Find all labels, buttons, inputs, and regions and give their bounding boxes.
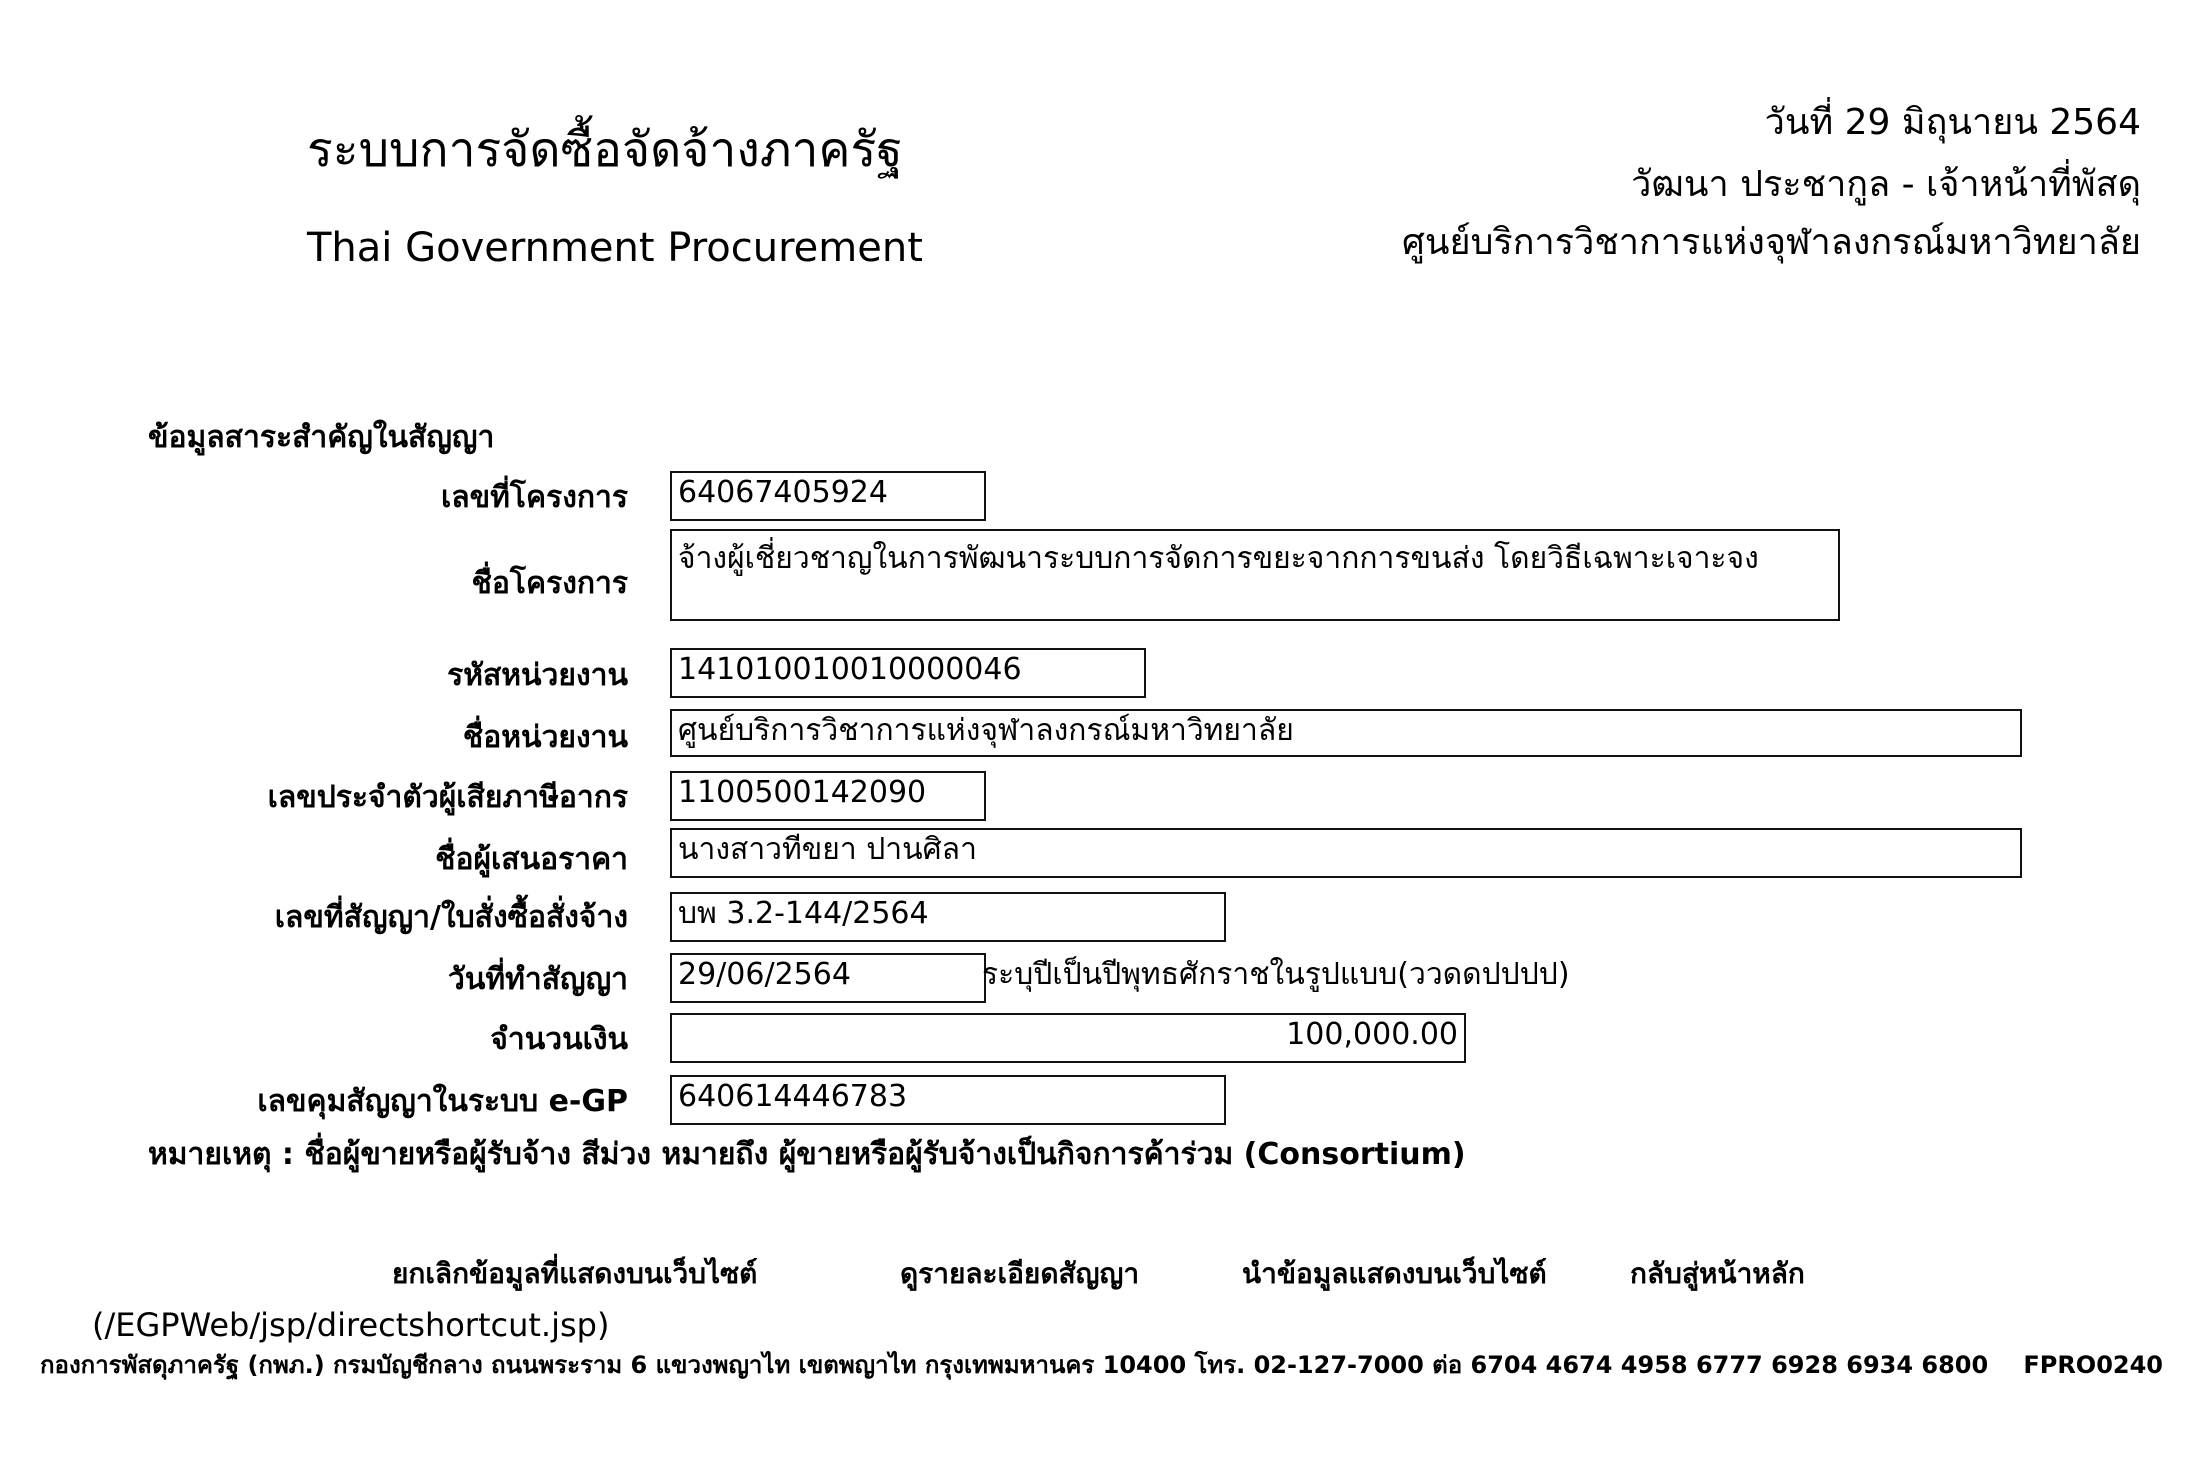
agency-name-field[interactable]: ศูนย์บริการวิชาการแห่งจุฬาลงกรณ์มหาวิทยาลัย	[670, 709, 2022, 757]
egp-control-no-label: เลขคุมสัญญาในระบบ e-GP	[257, 1084, 628, 1119]
view-contract-link[interactable]: ดูรายละเอียดสัญญา	[900, 1257, 1140, 1290]
bidder-name-field[interactable]: นางสาวทีขยา ปานศิลา	[670, 828, 2022, 878]
footer-address: กองการพัสดุภาครัฐ (กพภ.) กรมบัญชีกลาง ถนนพระราม 6 แขวงพญาไท เขตพญาไท กรุงเทพมหานคร 10400 โทร. 02-127-7000 ต่อ 6704 4674 4958 6777 6928 6934 6800	[40, 1351, 1989, 1379]
contract-date-hint: ระบุปีเป็นปีพุทธศักราชในรูปแบบ(ววดดปปปป)	[982, 957, 1570, 992]
contract-date-field[interactable]: 29/06/2564	[670, 953, 986, 1003]
project-no-label: เลขที่โครงการ	[441, 480, 628, 515]
tax-id-label: เลขประจำตัวผู้เสียภาษีอากร	[267, 780, 628, 815]
amount-field[interactable]: 100,000.00	[670, 1013, 1466, 1063]
bidder-name-label: ชื่อผู้เสนอราคา	[435, 842, 628, 877]
header-organization: ศูนย์บริการวิชาการแห่งจุฬาลงกรณ์มหาวิทยาลัย	[1402, 222, 2141, 263]
agency-code-field[interactable]: 141010010010000046	[670, 648, 1146, 698]
cancel-display-link[interactable]: ยกเลิกข้อมูลที่แสดงบนเว็บไซต์	[392, 1257, 758, 1290]
contract-no-field[interactable]: บพ 3.2-144/2564	[670, 892, 1226, 942]
contract-no-label: เลขที่สัญญา/ใบสั่งซื้อสั่งจ้าง	[274, 900, 628, 935]
project-name-field[interactable]: จ้างผู้เชี่ยวชาญในการพัฒนาระบบการจัดการขยะจากการขนส่ง โดยวิธีเฉพาะเจาะจง	[670, 529, 1840, 621]
note-suffix: หมายถึง ผู้ขายหรือผู้รับจ้างเป็นกิจการค้าร่วม (Consortium)	[651, 1137, 1466, 1172]
tax-id-field[interactable]: 1100500142090	[670, 771, 986, 821]
consortium-note	[148, 1135, 1466, 1175]
contract-date-label: วันที่ทำสัญญา	[447, 962, 628, 997]
agency-code-label: รหัสหน่วยงาน	[447, 658, 628, 693]
note-prefix: หมายเหตุ : ชื่อผู้ขายหรือผู้รับจ้าง	[148, 1137, 582, 1172]
egp-control-no-field[interactable]: 640614446783	[670, 1075, 1226, 1125]
system-title-th: ระบบการจัดซื้อจัดจ้างภาครัฐ	[307, 122, 903, 178]
agency-name-label: ชื่อหน่วยงาน	[462, 720, 628, 755]
publish-link[interactable]: นำข้อมูลแสดงบนเว็บไซต์	[1242, 1257, 1547, 1290]
project-no-field[interactable]: 64067405924	[670, 471, 986, 521]
header-date: วันที่ 29 มิถุนายน 2564	[1764, 102, 2141, 143]
system-title-en: Thai Government Procurement	[307, 225, 923, 271]
amount-label: จำนวนเงิน	[490, 1022, 628, 1057]
project-name-label: ชื่อโครงการ	[471, 566, 628, 601]
page-url: (/EGPWeb/jsp/directshortcut.jsp)	[92, 1306, 610, 1344]
header-officer: วัฒนา ประชากูล - เจ้าหน้าที่พัสดุ	[1631, 164, 2141, 205]
note-emphasis: สีม่วง	[581, 1137, 652, 1172]
form-code: FPRO0240	[2023, 1351, 2163, 1379]
home-link[interactable]: กลับสู่หน้าหลัก	[1630, 1257, 1805, 1290]
section-title: ข้อมูลสาระสำคัญในสัญญา	[148, 420, 495, 455]
